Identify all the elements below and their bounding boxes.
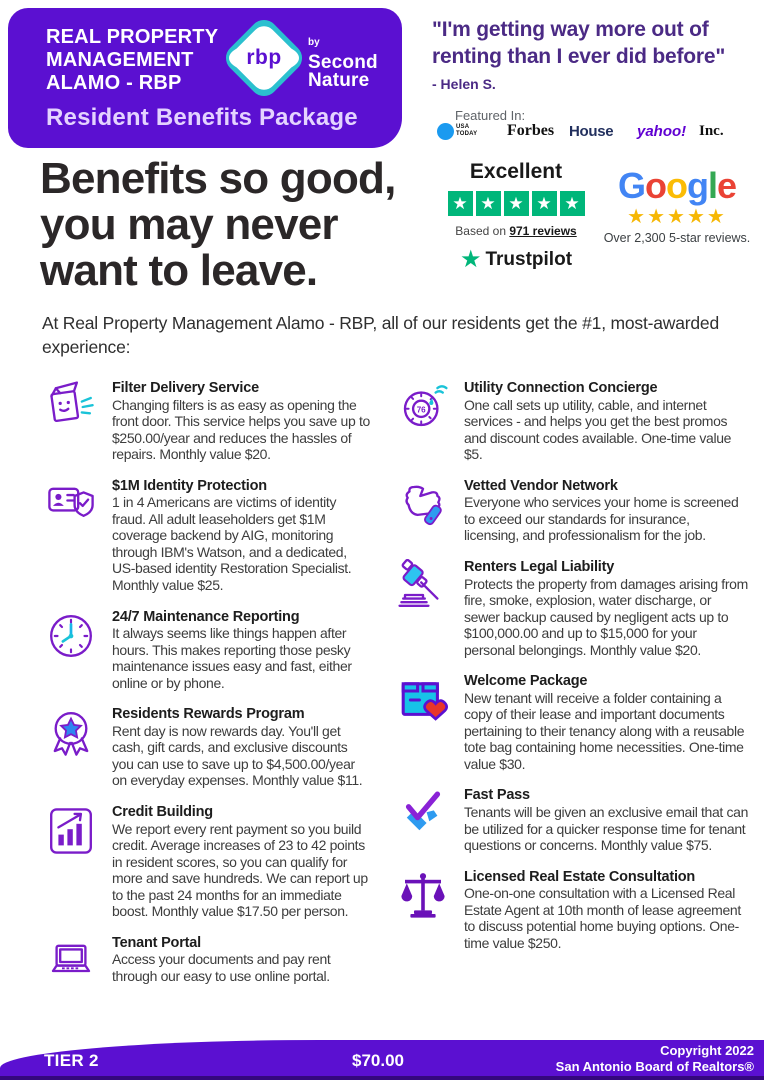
benefit-maintenance (42, 609, 372, 692)
maintenance-clock-icon (42, 609, 100, 667)
page-title: Benefits so good, you may never want to leave. (40, 154, 396, 296)
copyright-line1: Copyright 2022 (660, 1043, 754, 1058)
benefit-vendor-network (394, 478, 748, 544)
benefit-title: Fast Pass (464, 787, 530, 804)
reviews-count-link[interactable]: 971 reviews (509, 224, 577, 238)
inc-logo: Inc. (699, 122, 724, 139)
welcome-box-icon (394, 673, 452, 731)
header-brand-card (8, 8, 402, 148)
thumbs-up-icon (394, 478, 452, 536)
benefits-left-column (42, 380, 372, 1008)
fast-pass-check-icon (394, 787, 452, 845)
benefit-description: It always seems like things happen after hours. This makes reporting those pesky maintenance issues easy and fast, either online or by phone. (112, 625, 352, 691)
trustpilot-star-icon: ★ (532, 191, 557, 216)
identity-protection-icon (42, 478, 100, 536)
filter-delivery-icon (42, 380, 100, 438)
benefit-description: One call sets up utility, cable, and internet services - and helps you get the best promos and discount codes available. One-time value $5. (464, 396, 732, 463)
benefit-description: One-on-one consultation with a Licensed Real Estate Agent at 10th month of lease agreement to discuss potential home buying options. One-time value $250. (464, 885, 741, 951)
benefit-description: Rent day is now rewards day. You'll get cash, gift cards, and exclusive discounts you can use to save up to $4,500.00/year on everyday expenses. Monthly value $11. (112, 722, 363, 789)
copyright-line2: San Antonio Board of Realtors® (555, 1059, 754, 1075)
google-reviews-caption: Over 2,300 5-star reviews. (603, 231, 751, 245)
forbes-logo: Forbes (507, 122, 555, 139)
yahoo-logo: yahoo! (637, 122, 687, 140)
second-nature-line2: Nature (308, 70, 370, 92)
trustpilot-star-logo-icon: ★ (459, 246, 482, 273)
benefit-title: Tenant Portal (112, 934, 201, 951)
usa-today-line1: USA (456, 124, 470, 131)
trustpilot-stars (436, 191, 596, 216)
benefit-title: Credit Building (112, 803, 213, 820)
benefit-title: Filter Delivery Service (112, 380, 259, 396)
benefits-grid (42, 380, 748, 1008)
google-stars-icon: ★★★★★ (627, 206, 727, 228)
benefit-real-estate-consultation (394, 869, 748, 952)
benefit-title: $1M Identity Protection (112, 477, 267, 494)
benefit-title: Residents Rewards Program (112, 706, 305, 723)
scales-icon (394, 869, 452, 927)
benefit-description: Access your documents and pay rent through our easy to use online portal. (112, 951, 331, 984)
credit-chart-icon (42, 804, 100, 862)
rbp-logo (224, 18, 304, 98)
featured-logos-row (437, 122, 757, 140)
benefit-title: 24/7 Maintenance Reporting (112, 608, 300, 625)
thermostat-icon (394, 380, 452, 438)
benefit-filter-delivery (42, 380, 372, 463)
benefit-description: Changing filters is as easy as opening the front door. This service helps you save up to $250.00/year and reduces the hassles of repairs. Monthly value $20. (112, 396, 370, 463)
benefit-title: Vetted Vendor Network (464, 477, 618, 494)
footer-bar (0, 1040, 764, 1080)
google-logo: Google (617, 165, 737, 206)
svg-text:76: 76 (416, 405, 426, 415)
featured-in-label: Featured In: (455, 108, 526, 123)
footer-bottom-edge (0, 1076, 764, 1080)
trustpilot-star-icon: ★ (504, 191, 529, 216)
benefit-rewards (42, 706, 372, 789)
price-label: $70.00 (352, 1051, 404, 1070)
benefit-title: Utility Connection Concierge (464, 380, 658, 396)
usa-today-logo (437, 123, 507, 140)
benefit-identity-protection (42, 478, 372, 594)
trustpilot-logo (436, 248, 596, 272)
based-on-label: Based on (455, 224, 510, 238)
testimonial-author: - Helen S. (432, 76, 496, 92)
package-title: Resident Benefits Package (46, 104, 358, 131)
usa-today-line2: TODAY (456, 131, 478, 137)
trustpilot-rating-label: Excellent (469, 160, 563, 183)
trustpilot-star-icon: ★ (448, 191, 473, 216)
second-nature-logo (308, 38, 378, 90)
benefit-welcome-package (394, 673, 748, 772)
benefit-title: Welcome Package (464, 673, 588, 690)
house-logo: House (569, 122, 614, 140)
gavel-icon (394, 559, 452, 617)
benefit-description: New tenant will receive a folder containing a copy of their lease and important documents pertaining to their tenancy along with a reusable tote bag containing home necessities. One-time value $30. (464, 689, 745, 772)
trustpilot-rating-block (436, 160, 596, 272)
rbp-logo-center (229, 43, 299, 73)
laptop-icon (42, 935, 100, 993)
by-label: by (308, 37, 320, 48)
testimonial-quote: "I'm getting way more out of renting than I ever did before" (432, 18, 726, 69)
benefit-utility-concierge (394, 380, 748, 463)
trustpilot-star-icon: ★ (476, 191, 501, 216)
benefit-description: Tenants will be given an exclusive email that can be utilized for a quicker response time for tenant questions or concerns. Monthly value $75. (464, 804, 749, 854)
benefit-credit-building (42, 804, 372, 920)
usa-today-circle-icon (437, 123, 454, 140)
intro-paragraph: At Real Property Management Alamo - RBP, all of our residents get the #1, most-awarded experience: (42, 313, 719, 357)
google-rating-block (592, 165, 762, 245)
company-name: REAL PROPERTY MANAGEMENT ALAMO - RBP (46, 26, 218, 94)
trustpilot-logo-text: Trustpilot (485, 249, 573, 270)
benefit-description: We report every rent payment so you build credit. Average increases of 23 to 42 points in resident scores, so you can qualify for more and save hundreds. We can report up to the past 24 months for an immediate boost. Monthly value $17.50 per person. (112, 820, 368, 920)
benefit-title: Renters Legal Liability (464, 558, 615, 575)
benefit-description: 1 in 4 Americans are victims of identity fraud. All adult leaseholders get $1M coverage backend by AIG, monitoring through IBM's Watson, and a dedicated, US-based identity Restoration Specialist. Monthly value $25. (112, 494, 352, 593)
benefit-description: Everyone who services your home is screened to exceed our standards for insurance, licensing, and professionalism for the job. (464, 494, 739, 544)
benefit-title: Licensed Real Estate Consultation (464, 868, 696, 885)
benefit-tenant-portal (42, 935, 372, 993)
rewards-medal-icon (42, 706, 100, 764)
trustpilot-star-icon: ★ (560, 191, 585, 216)
benefit-legal-liability (394, 559, 748, 658)
copyright (556, 1043, 754, 1076)
tier-label: TIER 2 (44, 1051, 99, 1070)
benefit-fast-pass (394, 787, 748, 853)
second-nature-line1: Second (308, 52, 378, 73)
benefits-right-column (394, 380, 748, 1008)
rbp-logo-text: rbp (246, 46, 282, 69)
benefit-description: Protects the property from damages arising from fire, smoke, explosion, water discharge, or sewer backup caused by negligent acts up to $100,000.00 and up to $15,000 for your personal belongings. Monthly value $20. (464, 575, 748, 658)
